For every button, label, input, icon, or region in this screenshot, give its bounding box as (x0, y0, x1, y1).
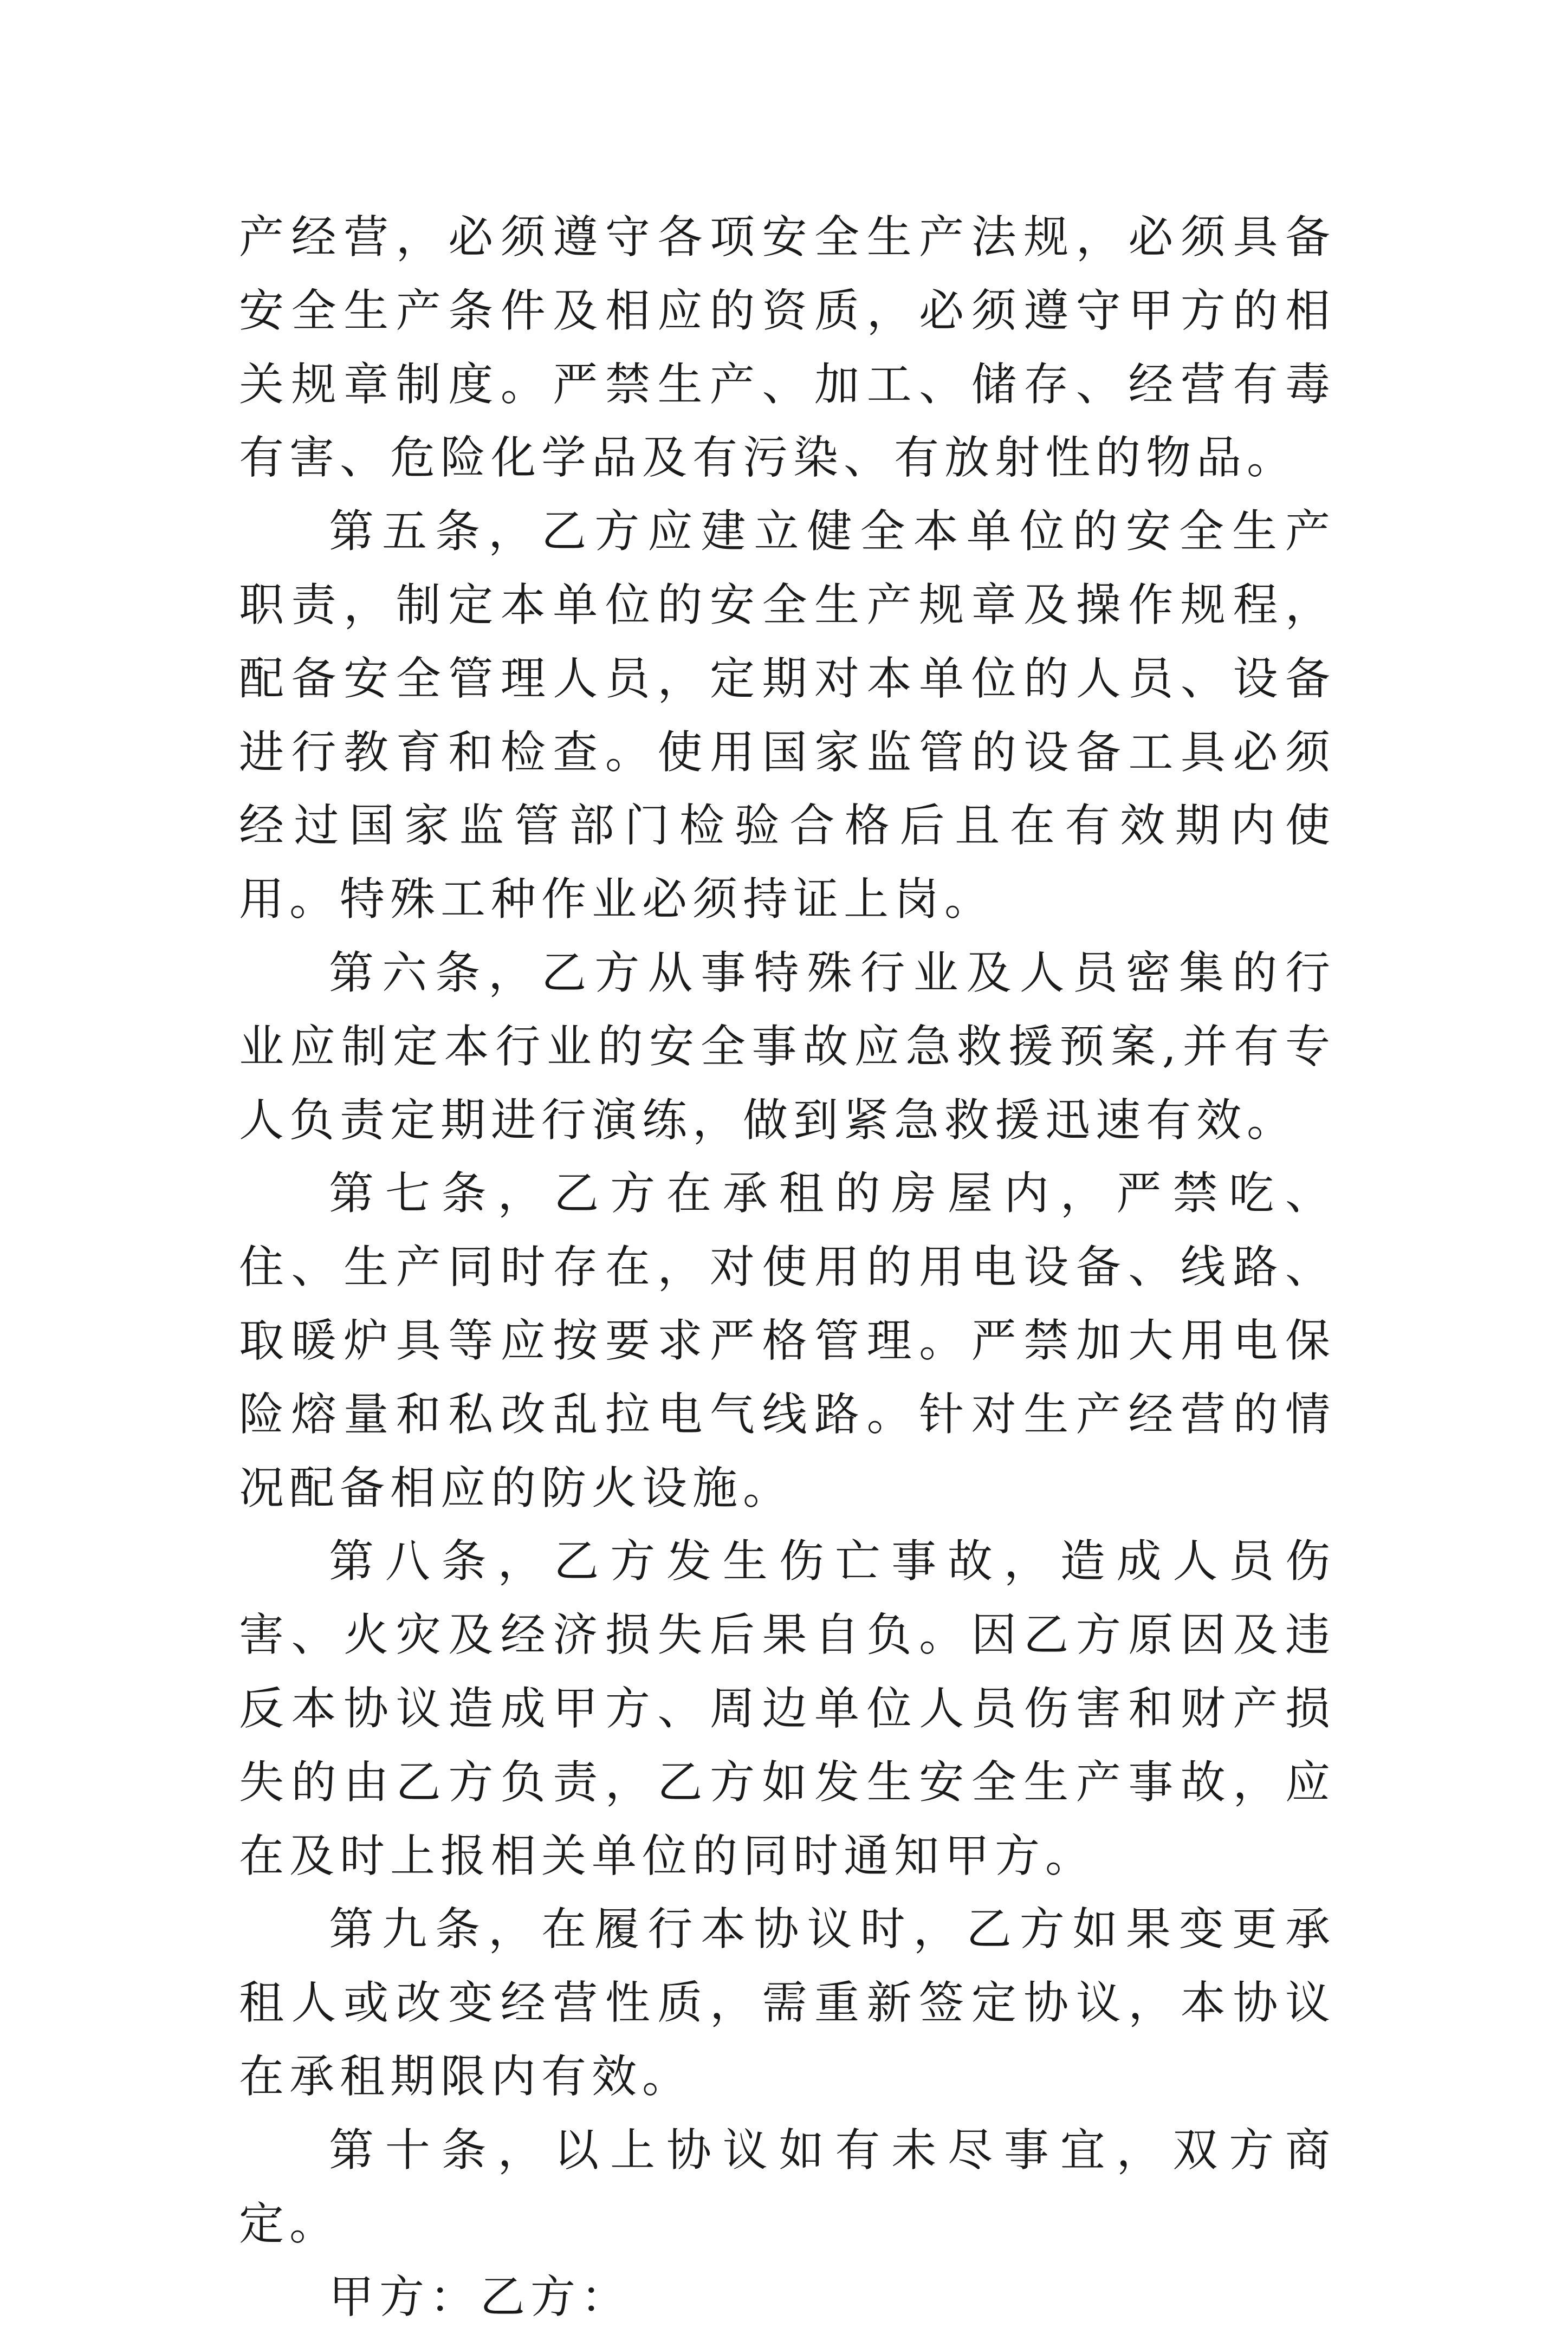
paragraph-article-10: 第十条，以上协议如有未尽事宜，双方商定。 (239, 2123, 1336, 2250)
paragraph-article-9: 第九条，在履行本协议时，乙方如果变更承租人或改变经营性质，需重新签定协议，本协议在承租期限内有效。 (239, 1903, 1336, 2103)
signature-line: 甲方：乙方： (329, 2271, 631, 2324)
paragraph-article-7: 第七条，乙方在承租的房屋内，严禁吃、住、生产同时存在，对使用的用电设备、线路、取暖炉具等应按要求严格管理。严禁加大用电保险熔量和私改乱拉电气线路。针对生产经营的情况配备相应的防火设施。 (239, 1167, 1336, 1514)
paragraph-article-5: 第五条，乙方应建立健全本单位的安全生产职责，制定本单位的安全生产规章及操作规程，配备安全管理人员，定期对本单位的人员、设备进行教育和检查。使用国家监管的设备工具必须经过国家监管部门检验合格后且在有效期内使用。特殊工种作业必须持证上岗。 (239, 505, 1336, 926)
document-body (239, 200, 1336, 2334)
paragraph-article-6: 第六条，乙方从事特殊行业及人员密集的行业应制定本行业的安全事故应急救援预案,并有专人负责定期进行演练，做到紧急救援迅速有效。 (239, 946, 1336, 1146)
paragraph-article-8: 第八条，乙方发生伤亡事故，造成人员伤害、火灾及经济损失后果自负。因乙方原因及违反本协议造成甲方、周边单位人员伤害和财产损失的由乙方负责，乙方如发生安全生产事故，应在及时上报相关单位的同时通知甲方。 (239, 1535, 1336, 1882)
paragraph-continuation: 产经营，必须遵守各项安全生产法规，必须具备安全生产条件及相应的资质，必须遵守甲方的相关规章制度。严禁生产、加工、储存、经营有毒有害、危险化学品及有污染、有放射性的物品。 (239, 211, 1336, 484)
